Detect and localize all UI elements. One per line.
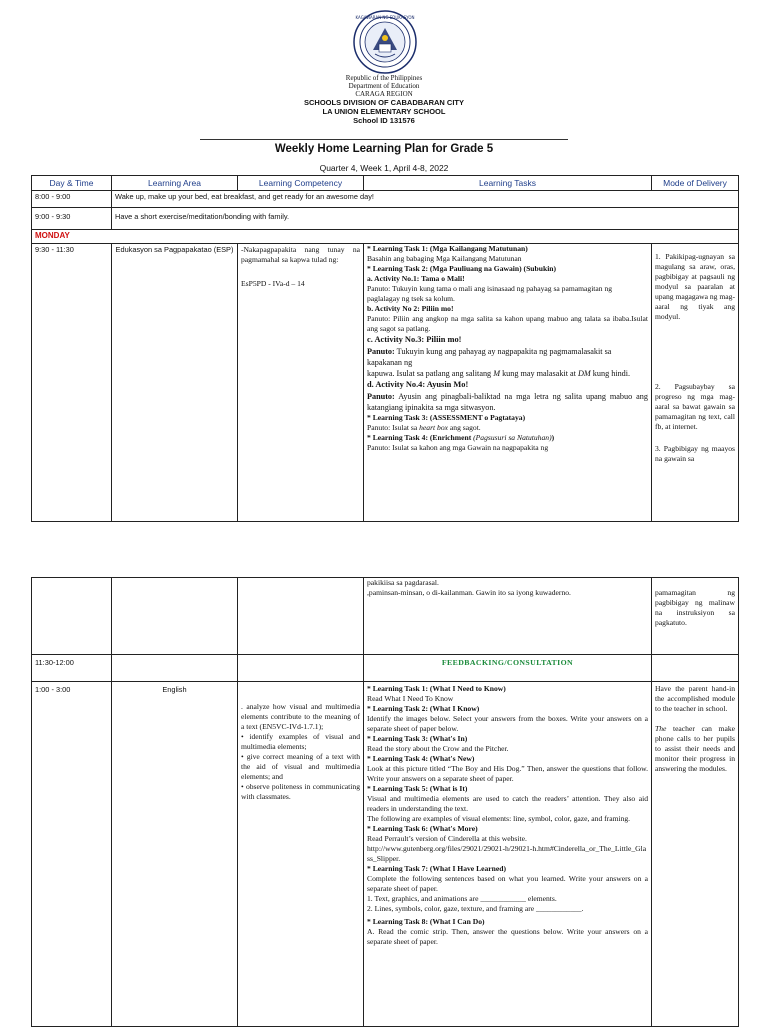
competency-cell bbox=[238, 578, 364, 655]
time-cell: 11:30-12:00 bbox=[32, 655, 112, 682]
task-heading bbox=[367, 433, 648, 443]
task-text: Basahin ang babaging Mga Kailangang Matutunan bbox=[367, 254, 522, 263]
learning-area-cell bbox=[112, 578, 238, 655]
task-text: Ayusin ang pinagbali-baliktad na mga letra ng salita upang mabuo ang katangiang ipinakita sa mga sitwasyon. bbox=[367, 392, 648, 412]
school-name: LA UNION ELEMENTARY SCHOOL bbox=[322, 107, 446, 116]
mode-item: 2. Pagsubaybay sa progreso ng mga mag-aaral sa bawat gawain sa pamamagitan ng text, call fb, at internet. bbox=[655, 382, 735, 431]
activity-cell: Wake up, make up your bed, eat breakfast, and get ready for an awesome day! bbox=[112, 191, 739, 208]
header-line: Republic of the Philippines bbox=[345, 74, 423, 82]
task-heading: * Learning Task 6: (What's More) bbox=[367, 824, 478, 833]
task-text: Tukuyin kung ang pahayag ay nagpapakita ng pagmamalasakit sa kapakanan ng bbox=[367, 347, 612, 367]
table-header-row bbox=[32, 176, 739, 191]
task-heading: * Learning Task 1: (Mga Kailangang Matutunan) bbox=[367, 244, 528, 253]
competency-item: . analyze how visual and multimedia elements contribute to the meaning of a text (EN5VC-IVd-1.7.1); bbox=[241, 702, 360, 731]
task-text: paglalagay ng tsek sa kolum. bbox=[367, 294, 455, 303]
task-heading: * Learning Task 4: (Enrichment bbox=[367, 433, 474, 442]
header-learning-area: Learning Area bbox=[112, 176, 238, 191]
activity-heading: a. Activity No.1: Tama o Mali! bbox=[367, 274, 465, 283]
task-heading: * Learning Task 7: (What I Have Learned) bbox=[367, 864, 507, 873]
time-cell: 9:00 - 9:30 bbox=[32, 208, 112, 230]
header-learning-tasks: Learning Tasks bbox=[364, 176, 652, 191]
learning-tasks-cell bbox=[364, 244, 652, 522]
learning-plan-table bbox=[31, 175, 739, 522]
task-text: Panuto: Tukuyin kung tama o mali ang isinasaad ng pahayag sa pamamagitan ng bbox=[367, 284, 613, 293]
competency-code: EsP5PD - IVa-d – 14 bbox=[241, 279, 305, 288]
task-heading: * Learning Task 8: (What I Can Do) bbox=[367, 917, 485, 926]
activity-heading: b. Activity No 2: Piliin mo! bbox=[367, 304, 454, 313]
feedback-label: FEEDBACKING/CONSULTATION bbox=[364, 655, 652, 682]
table-row bbox=[32, 244, 739, 522]
competency-cell bbox=[238, 244, 364, 522]
competency-item: • give correct meaning of a text with the aid of visual and multimedia elements; and bbox=[241, 752, 360, 781]
learning-tasks-cell bbox=[364, 578, 652, 655]
task-emphasis: M bbox=[493, 369, 501, 378]
task-text bbox=[367, 346, 648, 368]
learning-plan-table-continued bbox=[31, 577, 739, 1027]
task-text: ,paminsan-minsan, o di-kailanman. Gawin ito sa iyong kuwaderno. bbox=[367, 588, 571, 597]
table-row bbox=[32, 208, 739, 230]
website-link[interactable]: http://www.gutenberg.org/files/29021/29021-h/29021-h.htm#Cinderella_or_The_Little_Glass_Slipper. bbox=[367, 844, 647, 863]
task-text: pakikiisa sa pagdarasal. bbox=[367, 578, 439, 587]
mode-item: 1. Pakikipag-ugnayan sa magulang sa araw, oras, pagbibigay at pagsauli ng modyul sa paaralan at upang magagawa ng mag-aaral ng tiyak ang modyul. bbox=[655, 252, 735, 321]
header-day-time: Day & Time bbox=[32, 176, 112, 191]
task-text: Complete the following sentences based on what you learned. Write your answers on a separate sheet of paper. bbox=[367, 874, 648, 893]
task-heading: * Learning Task 2: (Mga Pauliuang na Gawain) (Subukin) bbox=[367, 264, 557, 273]
task-text bbox=[367, 423, 648, 433]
time-cell bbox=[32, 578, 112, 655]
task-text: kung may malasakit at bbox=[500, 369, 579, 378]
mode-item: teacher can make phone calls to her pupils to assist their needs and monitor their progress in answering the modules. bbox=[655, 724, 735, 773]
task-text: Identify the images below. Select your answers from the boxes. Write your answers on a separate sheet of paper below. bbox=[367, 714, 648, 733]
table-row bbox=[32, 655, 739, 682]
header-line: CARAGA REGION bbox=[355, 90, 413, 98]
task-text bbox=[367, 368, 648, 379]
task-emphasis: DM bbox=[578, 369, 591, 378]
document-header bbox=[0, 74, 768, 125]
task-heading: * Learning Task 5: (What is It) bbox=[367, 784, 468, 793]
task-text: The following are examples of visual elements: line, symbol, color, gaze, and framing. bbox=[367, 814, 631, 823]
task-text: Panuto: Isulat sa bbox=[367, 423, 420, 432]
task-text: A. Read the comic strip. Then, answer the questions below. Write your answers on a separate sheet of paper. bbox=[367, 927, 648, 946]
task-text: Panuto: Isulat sa kahon ang mga Gawain na nagpapakita ng bbox=[367, 443, 549, 452]
learning-area-cell: English bbox=[112, 682, 238, 1027]
task-text: kapuwa. Isulat sa patlang ang salitang bbox=[367, 369, 494, 378]
competency-cell bbox=[238, 682, 364, 1027]
school-id: School ID 131576 bbox=[353, 116, 415, 125]
mode-item: Have the parent hand-in the accomplished module to the teacher in school. bbox=[655, 684, 735, 713]
task-heading: * Learning Task 3: (What's In) bbox=[367, 734, 468, 743]
time-cell: 9:30 - 11:30 bbox=[32, 244, 112, 522]
task-text: Look at this picture titled “The Boy and His Dog.” Then, answer the questions that follow. Write your answers on a separate sheet of paper. bbox=[367, 764, 648, 783]
task-text: Read the story about the Crow and the Pitcher. bbox=[367, 744, 509, 753]
mode-of-delivery-cell bbox=[652, 655, 739, 682]
task-heading: * Learning Task 4: (What's New) bbox=[367, 754, 475, 763]
header-mode-of-delivery: Mode of Delivery bbox=[652, 176, 739, 191]
document-title: Weekly Home Learning Plan for Grade 5 bbox=[274, 143, 494, 155]
day-label: MONDAY bbox=[32, 230, 739, 244]
task-text bbox=[367, 391, 648, 413]
learning-area-cell: Edukasyon sa Pagpapakatao (ESP) bbox=[112, 244, 238, 522]
mode-of-delivery-cell bbox=[652, 682, 739, 1027]
mode-of-delivery-cell bbox=[652, 244, 739, 522]
header-line: Department of Education bbox=[348, 82, 420, 90]
mode-of-delivery-cell: pamamagitan ng pagbibigay ng malinaw na instruksiyon sa pagkatuto. bbox=[652, 578, 739, 655]
activity-heading: d. Activity No.4: Ayusin Mo! bbox=[367, 380, 469, 389]
learning-area-cell bbox=[112, 655, 238, 682]
table-row bbox=[32, 191, 739, 208]
mode-item bbox=[655, 724, 735, 774]
panuto-label: Panuto: bbox=[367, 347, 395, 356]
competency-item: • observe politeness in communicating with classmates. bbox=[241, 782, 360, 801]
task-heading: * Learning Task 2: (What I Know) bbox=[367, 704, 480, 713]
competency-item: • identify examples of visual and multimedia elements; bbox=[241, 732, 360, 751]
mode-emphasis: The bbox=[655, 724, 667, 733]
task-emphasis: (Pagsusuri sa Natutuhan) bbox=[473, 433, 552, 442]
task-emphasis: heart box bbox=[419, 423, 449, 432]
task-text: Read What I Need To Know bbox=[367, 694, 454, 703]
header-divider bbox=[200, 139, 568, 140]
table-row bbox=[32, 682, 739, 1027]
panuto-label: Panuto: bbox=[367, 392, 395, 401]
header-learning-competency: Learning Competency bbox=[238, 176, 364, 191]
activity-cell: Have a short exercise/meditation/bonding with family. bbox=[112, 208, 739, 230]
deped-seal-logo bbox=[353, 10, 417, 74]
table-row bbox=[32, 578, 739, 655]
learning-tasks-cell bbox=[364, 682, 652, 1027]
task-heading: ) bbox=[551, 433, 555, 442]
task-text: Visual and multimedia elements are used to catch the readers’ attention. They also aid readers in understanding the text. bbox=[367, 794, 648, 813]
task-text: kung hindi. bbox=[590, 369, 631, 378]
activity-heading: c. Activity No.3: Piliin mo! bbox=[367, 335, 462, 344]
task-heading: * Learning Task 3: (ASSESSMENT o Pagtataya) bbox=[367, 413, 526, 422]
day-row bbox=[32, 230, 739, 244]
seal-text: KAGAWARAN NG EDUKASYON bbox=[355, 15, 415, 20]
division-name: SCHOOLS DIVISION OF CABADBARAN CITY bbox=[303, 98, 464, 107]
time-cell: 8:00 - 9:00 bbox=[32, 191, 112, 208]
mode-item: 3. Pagbibigay ng maayos na gawain sa bbox=[655, 444, 735, 463]
task-heading: * Learning Task 1: (What I Need to Know) bbox=[367, 684, 506, 693]
competency-text: -Nakapagpapakita nang tunay na pagmamahal sa kapwa tulad ng: bbox=[241, 245, 360, 264]
task-text: 2. Lines, symbols, color, gaze, texture, and framing are ____________. bbox=[367, 904, 584, 913]
task-text: Read Perrault’s version of Cinderella at this website. bbox=[367, 834, 527, 843]
task-text: Panuto: Piliin ang angkop na mga salita sa kahon upang mabuo ang talata sa ibaba.Isulat ang sagot sa patlang. bbox=[367, 314, 648, 333]
competency-cell bbox=[238, 655, 364, 682]
task-text: ang sagot. bbox=[448, 423, 481, 432]
time-cell: 1:00 - 3:00 bbox=[32, 682, 112, 1027]
task-text: 1. Text, graphics, and animations are ____________ elements. bbox=[367, 894, 557, 903]
quarter-subtitle: Quarter 4, Week 1, April 4-8, 2022 bbox=[319, 163, 449, 173]
